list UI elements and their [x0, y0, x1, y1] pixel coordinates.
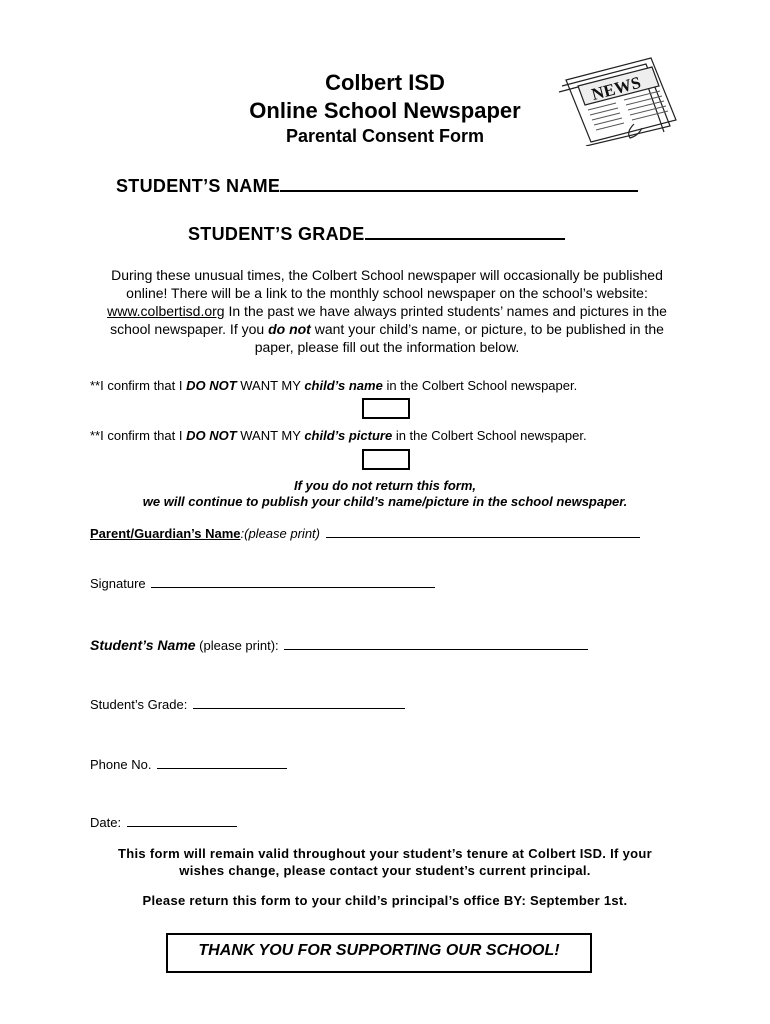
student-name-label: Student’s Name [90, 637, 196, 653]
confirm-picture-do-not: DO NOT [186, 428, 237, 443]
return-deadline: Please return this form to your child’s principal’s office BY: September 1st. [142, 893, 628, 908]
date-label: Date: [90, 815, 125, 830]
confirm-picture-item: child’s picture [304, 428, 393, 443]
parent-name-field [90, 526, 640, 541]
student-name-line[interactable] [284, 638, 588, 650]
student-grade-field [90, 697, 405, 712]
confirm-picture-want: WANT MY [236, 428, 305, 443]
confirm-picture-prefix: **I confirm that I [90, 428, 187, 443]
confirm-name-want: WANT MY [236, 378, 305, 393]
confirm-name-do-not: DO NOT [186, 378, 237, 393]
intro-emphasis: do not [268, 321, 311, 337]
student-grade-top-label: STUDENT’S GRADE [188, 224, 365, 244]
student-name-field [90, 637, 588, 653]
intro-text-2: In the past we have always printed students’ names and pictures in the school newspaper. If you [110, 303, 667, 337]
newspaper-icon [556, 50, 682, 146]
date-line[interactable] [127, 815, 237, 827]
confirm-name-item: child’s name [304, 378, 383, 393]
parent-name-hint: :(please print) [240, 526, 324, 541]
intro-text-1: During these unusual times, the Colbert School newspaper will occasionally be published online! There will be a link to the monthly school newspaper on the school’s website: [111, 267, 663, 301]
student-name-top-line[interactable] [280, 174, 638, 192]
signature-label: Signature [90, 576, 150, 591]
picture-opt-out-checkbox[interactable] [362, 449, 410, 470]
confirm-picture-suffix: in the Colbert School newspaper. [392, 428, 587, 443]
parent-name-line[interactable] [326, 526, 640, 538]
name-opt-out-checkbox[interactable] [362, 398, 410, 419]
phone-field [90, 757, 287, 772]
student-grade-top-field [188, 222, 565, 245]
student-name-hint: (please print): [195, 638, 283, 653]
thank-you-message: THANK YOU FOR SUPPORTING OUR SCHOOL! [198, 942, 560, 959]
thank-you-box [166, 933, 592, 973]
confirm-name-suffix: in the Colbert School newspaper. [382, 378, 578, 393]
confirm-picture-statement [90, 428, 587, 443]
student-grade-top-line[interactable] [365, 222, 565, 240]
form-subtitle: Parental Consent Form [285, 126, 485, 146]
form-title-newspaper: Online School Newspaper [249, 98, 521, 123]
newspaper-icon-label: NEWS [589, 72, 643, 105]
website-link[interactable]: www.colbertisd.org [107, 303, 225, 319]
student-name-top-label: STUDENT’S NAME [116, 176, 281, 196]
parent-name-label: Parent/Guardian’s Name [90, 526, 241, 541]
signature-field [90, 576, 435, 591]
validity-statement: This form will remain valid throughout your student’s tenure at Colbert ISD. If your wishes change, please contact your student’s current principal. [118, 846, 652, 878]
confirm-name-prefix: **I confirm that I [90, 378, 187, 393]
student-grade-label: Student’s Grade: [90, 697, 191, 712]
signature-line[interactable] [151, 576, 435, 588]
confirm-name-statement [90, 378, 577, 393]
return-notice-line2: we will continue to publish your child’s name/picture in the school newspaper. [142, 494, 628, 509]
student-grade-line[interactable] [193, 697, 405, 709]
date-field [90, 815, 237, 830]
return-notice [0, 478, 770, 510]
phone-label: Phone No. [90, 757, 156, 772]
return-notice-line1: If you do not return this form, [294, 478, 476, 493]
form-title-school: Colbert ISD [325, 70, 445, 95]
student-name-top-field [116, 174, 638, 197]
intro-paragraph [92, 266, 682, 356]
phone-line[interactable] [157, 757, 287, 769]
intro-text-3: want your child’s name, or picture, to be published in the paper, please fill out the information below. [254, 321, 664, 355]
